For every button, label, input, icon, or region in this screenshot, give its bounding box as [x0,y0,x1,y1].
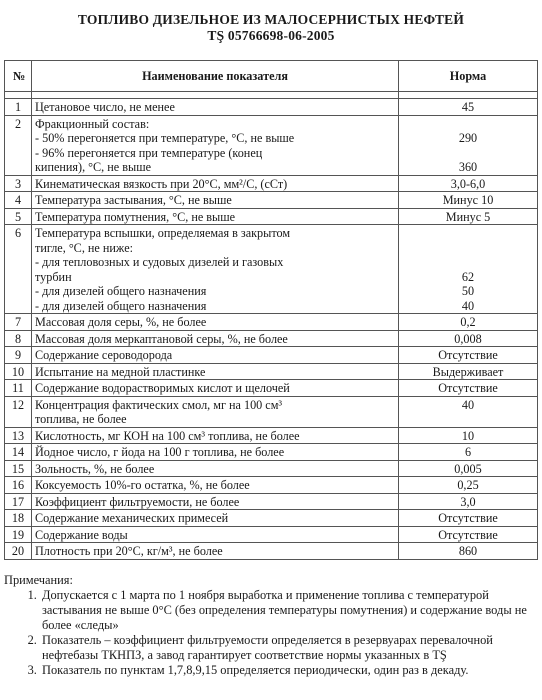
row-norm [399,314,538,331]
table-row [5,115,538,175]
indicator-line: Содержание механических примесей [35,511,229,525]
table-row [5,225,538,314]
indicator-line: - для дизелей общего назначения [35,298,207,313]
indicator-line: Коэффициент фильтруемости, не более [35,494,240,509]
norm-value: 860 [458,544,478,558]
table-row [5,347,538,364]
row-indicator [32,427,399,444]
norm-value: Выдерживает [432,364,504,379]
table-row [5,460,538,477]
note-item: 3. Показатель по пунктам 1,7,8,9,15 определяется периодически, один раз в декаду. [40,663,538,678]
row-indicator [32,493,399,510]
norm-value: 0,2 [460,315,476,329]
indicator-line: Температура вспышки, определяемая в закрытом [35,226,291,240]
row-indicator [32,208,399,225]
title-line-1: ТОПЛИВО ДИЗЕЛЬНОЕ ИЗ МАЛОСЕРНИСТЫХ НЕФТЕЙ [77,12,465,27]
indicator-line: Массовая доля серы, %, не более [35,315,207,329]
norm-value: 10 [461,428,475,443]
notes-heading: Примечания: [4,573,73,587]
row-norm [399,444,538,461]
table-row [5,526,538,543]
row-indicator [32,526,399,543]
table-row [5,363,538,380]
norm-value: 290 [458,131,478,145]
indicator-line: Испытание на медной пластинке [35,364,206,379]
row-norm [399,510,538,527]
header-gap-row [5,92,538,99]
row-number: 17 [5,493,32,510]
indicator-line: кипения), °С, не выше [35,160,151,174]
norm-value: Отсутствие [438,348,498,362]
table-row [5,427,538,444]
table-row [5,314,538,331]
norm-value: 3,0 [460,494,476,509]
row-indicator [32,115,399,175]
indicator-line: Кинематическая вязкость при 20°С, мм²/С, (сСт) [35,176,288,191]
row-norm [399,396,538,427]
row-number: 4 [5,192,32,209]
indicator-line: тигле, °С, не ниже: [35,240,133,255]
norm-value: Отсутствие [438,527,498,542]
norm-value: 360 [458,160,478,174]
row-number: 6 [5,225,32,314]
norm-value: 50 [461,284,475,298]
row-number: 19 [5,526,32,543]
row-number: 2 [5,115,32,175]
indicator-line: Температура застывания, °С, не выше [35,193,232,207]
row-norm [399,543,538,560]
table-row [5,192,538,209]
norm-value: 0,005 [454,461,482,476]
row-number: 20 [5,543,32,560]
row-indicator [32,99,399,116]
indicator-line: Содержание воды [35,527,128,542]
row-number: 16 [5,477,32,494]
table-body [5,99,538,560]
row-indicator [32,347,399,364]
norm-value: 45 [461,100,475,114]
table-row [5,477,538,494]
row-indicator [32,363,399,380]
indicator-line: - для тепловозных и судовых дизелей и газовых [35,255,284,269]
norm-value [402,146,534,161]
row-norm [399,225,538,314]
note-item: 1. Допускается с 1 марта по 1 ноября выработка и применение топлива с температурой застывания не выше 0°С (без определения температуры помутнения) и содержание воды не более «следы» [40,588,538,633]
table-row [5,396,538,427]
row-indicator [32,380,399,397]
indicator-line: турбин [35,269,72,284]
row-indicator [32,477,399,494]
indicator-line: Концентрация фактических смол, мг на 100 см³ [35,397,283,412]
row-number: 11 [5,380,32,397]
table-row [5,543,538,560]
row-norm [399,363,538,380]
document-title [0,0,542,44]
norm-value: 62 [461,269,475,284]
row-norm [399,526,538,543]
table-row [5,510,538,527]
indicator-line: топлива, не более [35,412,127,426]
norm-value: 0,25 [457,478,479,492]
specification-table [4,60,538,560]
notes-section [4,573,538,678]
indicator-line: Содержание сероводорода [35,348,173,362]
note-item: 2. Показатель – коэффициент фильтруемости определяется в резервуарах перевалочной нефтебазы ТКНПЗ, а завод гарантирует соответствие нормы указанных в TŞ [40,633,538,663]
row-number: 9 [5,347,32,364]
norm-value: Отсутствие [438,511,498,525]
row-number: 7 [5,314,32,331]
row-norm [399,330,538,347]
row-number: 15 [5,460,32,477]
row-norm [399,115,538,175]
table-row [5,493,538,510]
indicator-line: Плотность при 20°С, кг/м³, не более [35,544,223,558]
row-indicator [32,225,399,314]
norm-value [402,241,534,256]
notes-list [4,588,538,678]
table-row [5,99,538,116]
indicator-line: - 50% перегоняется при температуре, °С, не выше [35,131,295,145]
row-indicator [32,192,399,209]
indicator-line: Фракционный состав: [35,116,150,131]
indicator-line: Содержание водорастворимых кислот и щелочей [35,381,290,395]
indicator-line: Цетановое число, не менее [35,100,175,114]
table-header-row [5,61,538,92]
indicator-line: - 96% перегоняется при температуре (конец [35,145,263,160]
row-norm [399,380,538,397]
row-number: 8 [5,330,32,347]
norm-value [402,255,534,270]
row-number: 13 [5,427,32,444]
norm-value: 40 [461,298,475,313]
row-number: 10 [5,363,32,380]
row-indicator [32,314,399,331]
row-number: 1 [5,99,32,116]
indicator-line: Кислотность, мг КОН на 100 см³ топлива, не более [35,428,300,443]
norm-value: 6 [464,445,472,459]
title-line-2: TŞ 05766698-06-2005 [207,28,335,43]
row-indicator [32,330,399,347]
row-indicator [32,543,399,560]
row-norm [399,347,538,364]
table-row [5,208,538,225]
header-indicator: Наименование показателя [32,61,399,92]
row-norm [399,208,538,225]
header-number: № [5,61,32,92]
row-indicator [32,396,399,427]
table-row [5,380,538,397]
row-indicator [32,510,399,527]
row-indicator [32,175,399,192]
norm-value: Отсутствие [438,381,498,395]
row-number: 18 [5,510,32,527]
norm-value [402,226,534,241]
norm-value [402,117,534,132]
row-number: 14 [5,444,32,461]
indicator-line: Коксуемость 10%-го остатка, %, не более [35,478,250,492]
norm-value: 0,008 [454,331,482,346]
row-number: 3 [5,175,32,192]
row-number: 12 [5,396,32,427]
row-indicator [32,460,399,477]
indicator-line: Температура помутнения, °С, не выше [35,209,236,224]
row-norm [399,477,538,494]
header-norm: Норма [399,61,538,92]
indicator-line: Массовая доля меркаптановой серы, %, не более [35,331,288,346]
norm-value: 40 [461,397,475,412]
row-norm [399,99,538,116]
table-row [5,175,538,192]
row-norm [399,427,538,444]
norm-value [402,412,534,427]
row-indicator [32,444,399,461]
indicator-line: Йодное число, г йода на 100 г топлива, не более [35,445,285,459]
norm-value: 3,0-6,0 [450,176,486,191]
row-number: 5 [5,208,32,225]
table-row [5,330,538,347]
row-norm [399,493,538,510]
norm-value: Минус 5 [445,209,491,224]
row-norm [399,192,538,209]
indicator-line: Зольность, %, не более [35,461,155,476]
row-norm [399,175,538,192]
indicator-line: - для дизелей общего назначения [35,284,207,298]
row-norm [399,460,538,477]
norm-value: Минус 10 [442,193,494,207]
table-row [5,444,538,461]
